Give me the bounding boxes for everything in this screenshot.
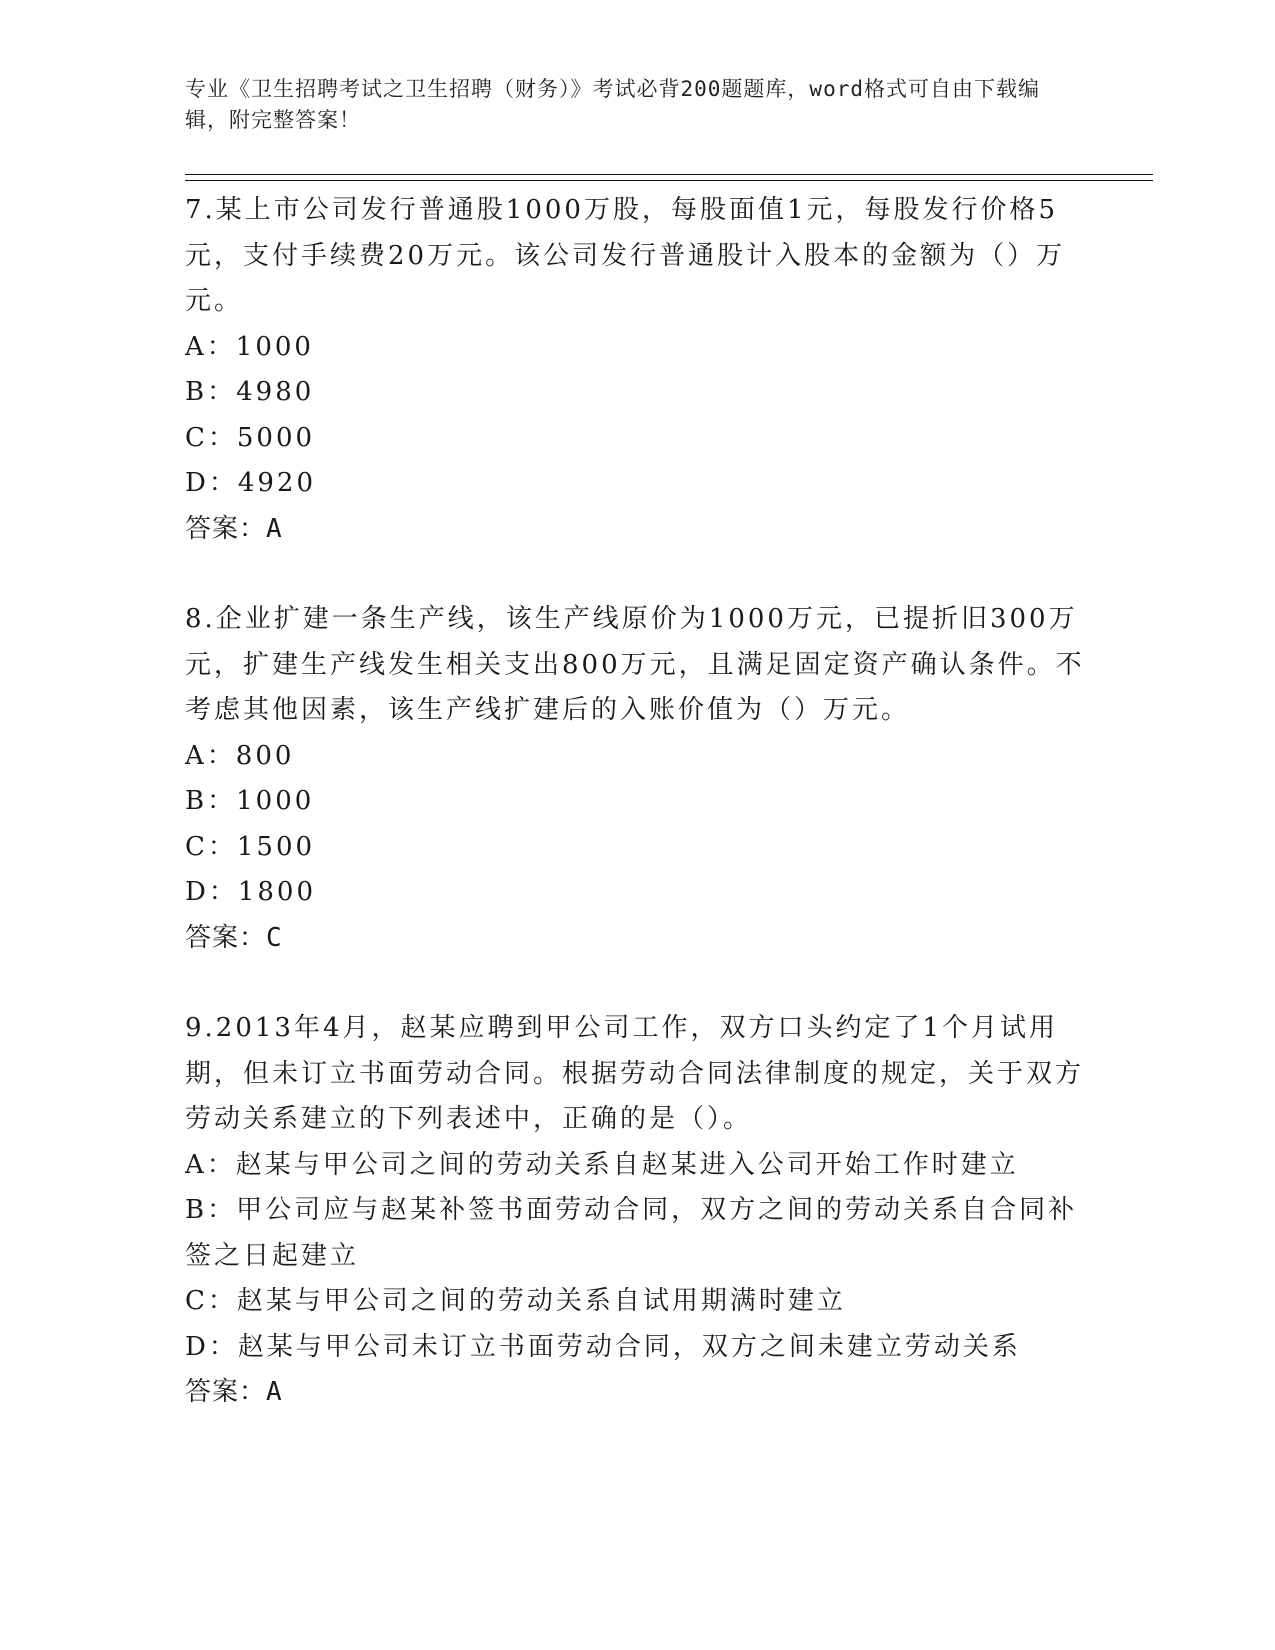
question-spacer <box>185 961 1085 1006</box>
option-c: C：5000 <box>185 422 316 453</box>
option-d: D：1800 <box>185 877 317 907</box>
option-b: B：1000 <box>185 786 315 816</box>
question-stem: 8.企业扩建一条生产线，该生产线原价为1000万元，已提折旧300万元，扩建生产线发生相关支出800万元，且满足固定资产确认条件。不考虑其他因素，该生产线扩建后的入账价值为（）万元。 <box>185 604 1085 725</box>
question-stem: 9.2013年4月，赵某应聘到甲公司工作，双方口头约定了1个月试用期，但未订立书面劳动合同。根据劳动合同法律制度的规定，关于双方劳动关系建立的下列表述中，正确的是（）。 <box>185 1013 1085 1134</box>
header-divider-top <box>185 174 1153 175</box>
option-a: A：800 <box>185 740 295 771</box>
question-8 <box>185 597 1085 961</box>
question-stem: 7.某上市公司发行普通股1000万股，每股面值1元，每股发行价格5元，支付手续费20万元。该公司发行普通股计入股本的金额为（）万元。 <box>185 195 1066 316</box>
question-list <box>185 188 1085 1416</box>
answer-line: 答案：C <box>185 922 283 953</box>
option-d: D：4920 <box>185 468 317 498</box>
option-b: B：甲公司应与赵某补签书面劳动合同，双方之间的劳动关系自合同补签之日起建立 <box>185 1195 1078 1271</box>
option-d: D：赵某与甲公司未订立书面劳动合同，双方之间未建立劳动关系 <box>185 1331 1021 1362</box>
option-a: A：赵某与甲公司之间的劳动关系自赵某进入公司开始工作时建立 <box>185 1149 1019 1180</box>
option-c: C：赵某与甲公司之间的劳动关系自试用期满时建立 <box>185 1286 846 1316</box>
header-divider-bottom <box>185 180 1153 181</box>
question-9 <box>185 1006 1085 1416</box>
answer-line: 答案：A <box>185 1377 283 1407</box>
answer-line: 答案：A <box>185 513 283 544</box>
document-header: 专业《卫生招聘考试之卫生招聘（财务）》考试必背200题题库，word格式可自由下载编辑，附完整答案！ <box>185 77 1040 132</box>
option-c: C：1500 <box>185 831 316 862</box>
question-spacer <box>185 552 1085 597</box>
option-b: B：4980 <box>185 377 315 407</box>
option-a: A：1000 <box>185 331 314 362</box>
question-7 <box>185 188 1085 552</box>
